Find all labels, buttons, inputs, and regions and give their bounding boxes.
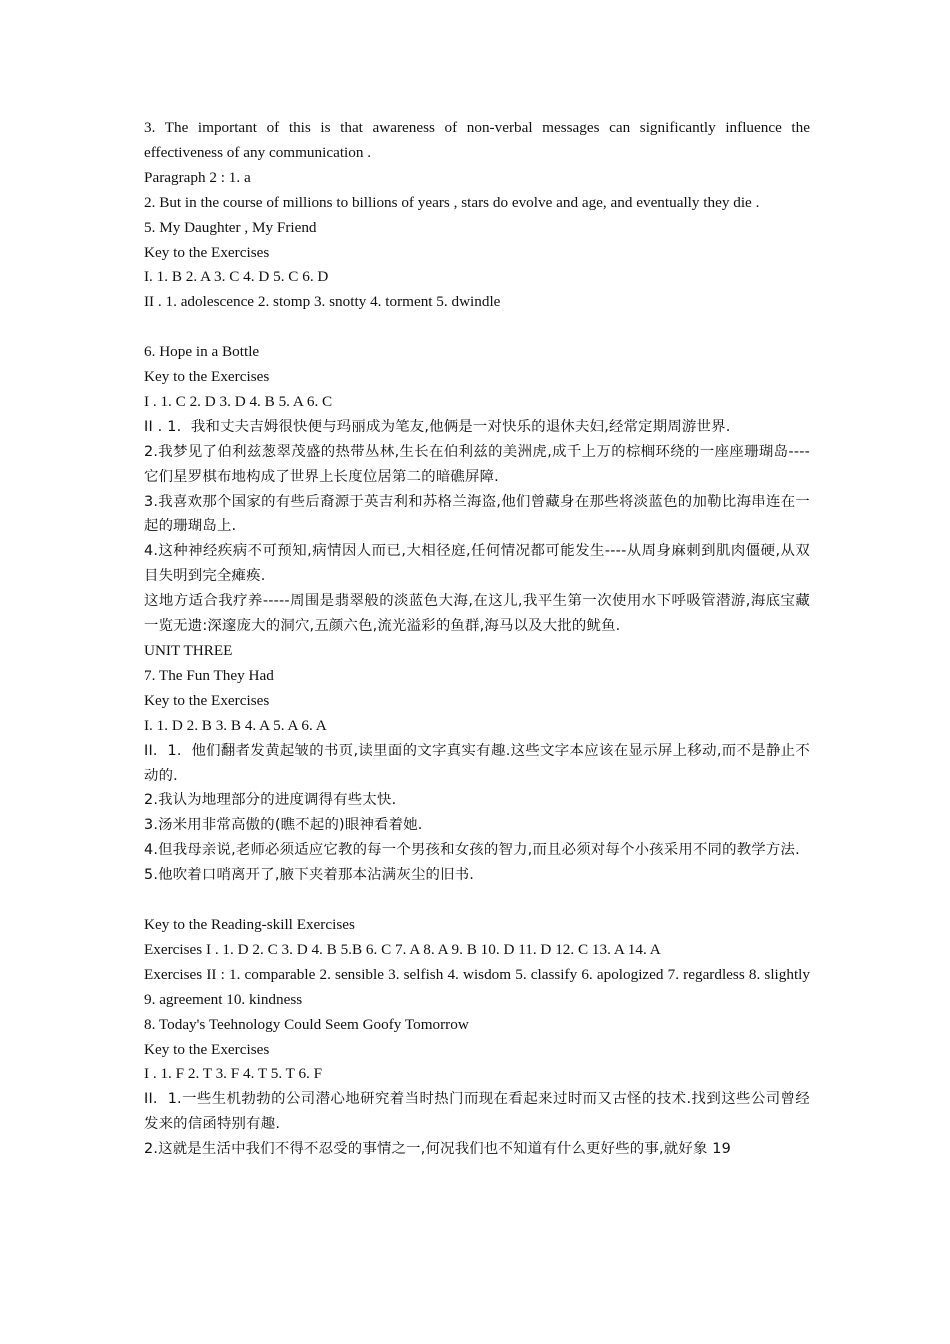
- translation-line: II. 1.一些生机勃勃的公司潜心地研究着当时热门而现在看起来过时而又古怪的技术.找到这些公司曾经发来的信函特别有趣.: [144, 1091, 810, 1133]
- text-line: Paragraph 2 : 1. a: [144, 168, 251, 186]
- section-heading: Key to the Exercises: [144, 691, 270, 709]
- blank-line: [144, 888, 810, 913]
- answer-line: II . 1. adolescence 2. stomp 3. snotty 4. torment 5. dwindle: [144, 293, 501, 311]
- translation-line: 这地方适合我疗养-----周围是翡翠般的淡蓝色大海,在这儿,我平生第一次使用水下呼吸管潜游,海底宝藏一览无遗:深邃庞大的洞穴,五颜六色,流光溢彩的鱼群,海马以及大批的鱿鱼.: [144, 593, 810, 635]
- translation-line: 4.但我母亲说,老师必须适应它教的每一个男孩和女孩的智力,而且必须对每个小孩采用不同的教学方法.: [144, 842, 800, 859]
- section-title: 8. Today's Teehnology Could Seem Goofy Tomorrow: [144, 1015, 469, 1033]
- unit-heading: UNIT THREE: [144, 642, 233, 660]
- translation-line: II. 1. 他们翻者发黄起皱的书页,读里面的文字真实有趣.这些文字本应该在显示屏上移动,而不是静止不动的.: [144, 742, 810, 784]
- answer-line: Exercises I . 1. D 2. C 3. D 4. B 5.B 6. C 7. A 8. A 9. B 10. D 11. D 12. C 13. A 14. A: [144, 940, 661, 958]
- section-title: 5. My Daughter , My Friend: [144, 218, 317, 236]
- text-line: 2. But in the course of millions to billions of years , stars do evolve and age, and eventually they die .: [144, 193, 760, 211]
- translation-line: II . 1. 我和丈夫吉姆很快便与玛丽成为笔友,他俩是一对快乐的退休夫妇,经常定期周游世界.: [144, 418, 731, 435]
- blank-line: [144, 315, 810, 340]
- section-heading: Key to the Exercises: [144, 1040, 270, 1058]
- translation-line: 2.我认为地理部分的进度调得有些太快.: [144, 792, 397, 809]
- document-page: [144, 116, 814, 1162]
- answer-line: I. 1. B 2. A 3. C 4. D 5. C 6. D: [144, 268, 329, 286]
- section-heading: Key to the Reading-skill Exercises: [144, 915, 355, 933]
- answer-line: I . 1. F 2. T 3. F 4. T 5. T 6. F: [144, 1065, 323, 1083]
- section-title: 7. The Fun They Had: [144, 666, 274, 684]
- section-heading: Key to the Exercises: [144, 243, 270, 261]
- translation-line: 3.我喜欢那个国家的有些后裔源于英吉利和苏格兰海盗,他们曾藏身在那些将淡蓝色的加勒比海串连在一起的珊瑚岛上.: [144, 493, 810, 535]
- translation-line: 2.这就是生活中我们不得不忍受的事情之一,何况我们也不知道有什么更好些的事,就好象 19: [144, 1141, 732, 1158]
- answer-line: Exercises II : 1. comparable 2. sensible 3. selfish 4. wisdom 5. classify 6. apologized 7. regardless 8. slightly 9. agreement 10. kindness: [144, 965, 814, 1008]
- translation-line: 2.我梦见了伯利兹葱翠茂盛的热带丛林,生长在伯利兹的美洲虎,成千上万的棕榈环绕的一座座珊瑚岛----它们星罗棋布地构成了世界上长度位居第二的暗礁屏障.: [144, 443, 810, 485]
- translation-line: 5.他吹着口哨离开了,腋下夹着那本沾满灰尘的旧书.: [144, 867, 475, 884]
- section-title: 6. Hope in a Bottle: [144, 343, 260, 361]
- section-heading: Key to the Exercises: [144, 368, 270, 386]
- text-line: 3. The important of this is that awareness of non-verbal messages can significantly influence the effectiveness of any communication .: [144, 119, 814, 161]
- answer-line: I . 1. C 2. D 3. D 4. B 5. A 6. C: [144, 392, 333, 410]
- answer-line: I. 1. D 2. B 3. B 4. A 5. A 6. A: [144, 716, 327, 734]
- translation-line: 4.这种神经疾病不可预知,病情因人而已,大相径庭,任何情况都可能发生----从周身麻刺到肌肉僵硬,从双目失明到完全瘫痪.: [144, 543, 810, 585]
- translation-line: 3.汤米用非常高傲的(瞧不起的)眼神看着她.: [144, 817, 423, 834]
